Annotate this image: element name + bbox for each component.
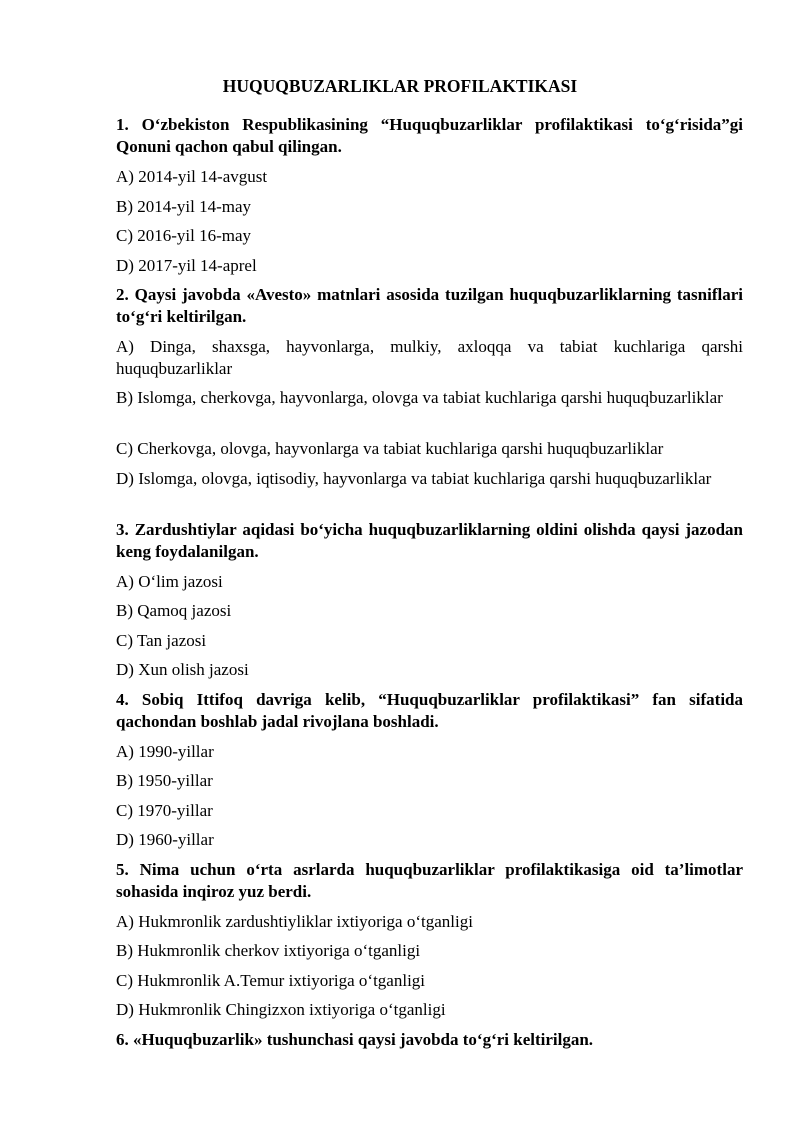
question-1-option-b: B) 2014-yil 14-may [116,197,252,216]
question-4-option-d: D) 1960-yillar [116,830,214,849]
question-5: 5. Nima uchun o‘rta asrlarda huquqbuzarliklar profilaktikasiga oid ta’limotlar sohasida inqiroz yuz berdi. [116,860,743,901]
question-4: 4. Sobiq Ittifoq davriga kelib, “Huquqbuzarliklar profilaktikasi” fan sifatida qachondan boshlab jadal rivojlana boshladi. [116,690,743,731]
question-5-option-d: D) Hukmronlik Chingizxon ixtiyoriga o‘tganligi [116,1000,446,1019]
question-2-option-c: C) Cherkovga, olovga, hayvonlarga va tabiat kuchlariga qarshi huquqbuzarliklar [116,439,664,458]
question-3-option-d: D) Xun olish jazosi [116,660,249,679]
question-5-option-b: B) Hukmronlik cherkov ixtiyoriga o‘tganligi [116,941,421,960]
document-title: HUQUQBUZARLIKLAR PROFILAKTIKASI [222,76,578,96]
question-1-option-c: C) 2016-yil 16-may [116,226,252,245]
question-6: 6. «Huquqbuzarlik» tushunchasi qaysi javobda to‘g‘ri keltirilgan. [116,1030,594,1049]
question-4-option-a: A) 1990-yillar [116,742,214,761]
question-3: 3. Zardushtiylar aqidasi bo‘yicha huquqbuzarliklarning oldini olishda qaysi jazodan keng foydalanilgan. [116,520,743,561]
question-2-option-d: D) Islomga, olovga, iqtisodiy, hayvonlarga va tabiat kuchlariga qarshi huquqbuzarliklar [116,469,712,488]
question-1-option-a: A) 2014-yil 14-avgust [116,167,268,186]
question-2: 2. Qaysi javobda «Avesto» matnlari asosida tuzilgan huquqbuzarliklarning tasniflari to‘g‘ri keltirilgan. [116,285,743,326]
question-5-option-a: A) Hukmronlik zardushtiyliklar ixtiyoriga o‘tganligi [116,912,473,931]
question-3-option-b: B) Qamoq jazosi [116,601,232,620]
question-3-option-a: A) O‘lim jazosi [116,572,223,591]
question-4-option-b: B) 1950-yillar [116,771,213,790]
question-2-option-a: A) Dinga, shaxsga, hayvonlarga, mulkiy, axloqqa va tabiat kuchlariga qarshi huquqbuzarliklar [116,337,743,378]
question-1-option-d: D) 2017-yil 14-aprel [116,256,257,275]
question-4-option-c: C) 1970-yillar [116,801,213,820]
question-5-option-c: C) Hukmronlik A.Temur ixtiyoriga o‘tganligi [116,971,426,990]
question-2-option-b: B) Islomga, cherkovga, hayvonlarga, olovga va tabiat kuchlariga qarshi huquqbuzarliklar [116,388,723,407]
question-1: 1. O‘zbekiston Respublikasining “Huquqbuzarliklar profilaktikasi to‘g‘risida”gi Qonuni qachon qabul qilingan. [116,115,743,156]
question-3-option-c: C) Tan jazosi [116,631,207,650]
